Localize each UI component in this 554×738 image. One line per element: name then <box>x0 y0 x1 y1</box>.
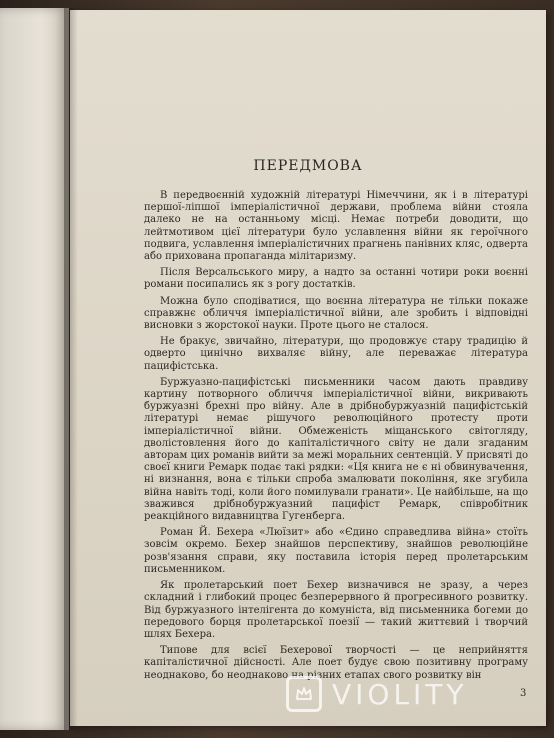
paragraph: Роман Й. Бехера «Люїзит» або «Єдино справедлива війна» стоїть зовсім окремо. Бехер знайшов перспективу, знайшов революційне розв'язання справи, яку поставила історія перед пролетарським письменником. <box>144 527 528 575</box>
crown-icon <box>286 676 322 712</box>
page-title: ПЕРЕДМОВА <box>253 158 363 174</box>
paragraph: Як пролетарський поет Бехер визначився не зразу, а через складний і глибокий процес безперервного й прогресивного розвитку. Від буржуазного інтелігента до комуніста, від письменника богеми до передового борця пролетарської поезії — такий життєвий і творчий шлях Бехера. <box>144 580 528 640</box>
paragraph: Буржуазно-пацифістські письменники часом дають правдиву картину потворного обличчя імперіалістичної війни, викривають буржуазні брехні про війну. Але в дрібнобуржуазній пацифістській літературі немає рішучого революційного протесту проти імперіалістичної війни. Обмеженість міщанського світогляду, дволістовлення його до капіталістичного світу не дали згаданим авторам цих романів вийти за межі моральних сентенцій. У присвяті до своєї книги Ремарк подає такі рядки: «Ця книга не є ні обвинувачення, ні визнання, вона є тільки спроба змалювати покоління, яке згубила війна навіть тоді, коли його помилували гранати». Це найбільше, на що зважився дрібнобуржуазний пацифіст Ремарк, співробітник реакційного видавництва Гугенберга. <box>144 376 528 523</box>
page-text <box>144 190 528 686</box>
page-number: 3 <box>520 688 527 699</box>
left-page-edge <box>0 8 69 730</box>
paragraph: Не бракує, звичайно, літератури, що продовжує стару традицію й одверто цинічно вихваляє війну, але переважає література пацифістська. <box>144 336 528 372</box>
book-page <box>70 10 546 726</box>
watermark-text: VIOLITY <box>332 677 468 711</box>
paragraph: Можна було сподіватися, що воєнна література не тільки покаже справжнє обличчя імперіалістичної війни, але зробить і відповідні висновки з жорстокої науки. Проте цього не сталося. <box>144 295 528 332</box>
paragraph: В передвоєнній художній літературі Німеччини, як і в літературі першої-ліпшої імперіалістичної держави, проблема війни стояла далеко не на останньому місці. Немає потреби доводити, що лейтмотивом цієї літератури було уславлення війни як героїчного подвига, уславлення імперіалістичних прагнень панівних кляс, одверта або прихована пропаганда мілітаризму. <box>144 190 528 263</box>
paragraph: Типове для всієї Бехерової творчості — це неприйняття капіталістичної дійсності. Але поет будує свою позитивну програму неоднаково, бо неоднаково на різних етапах свого розвитку він <box>144 645 528 681</box>
spine-shadow <box>64 8 78 730</box>
paragraph: Після Версальського миру, а надто за останні чотири роки воєнні романи посипались як з рогу достатків. <box>144 267 528 291</box>
watermark <box>286 672 468 716</box>
